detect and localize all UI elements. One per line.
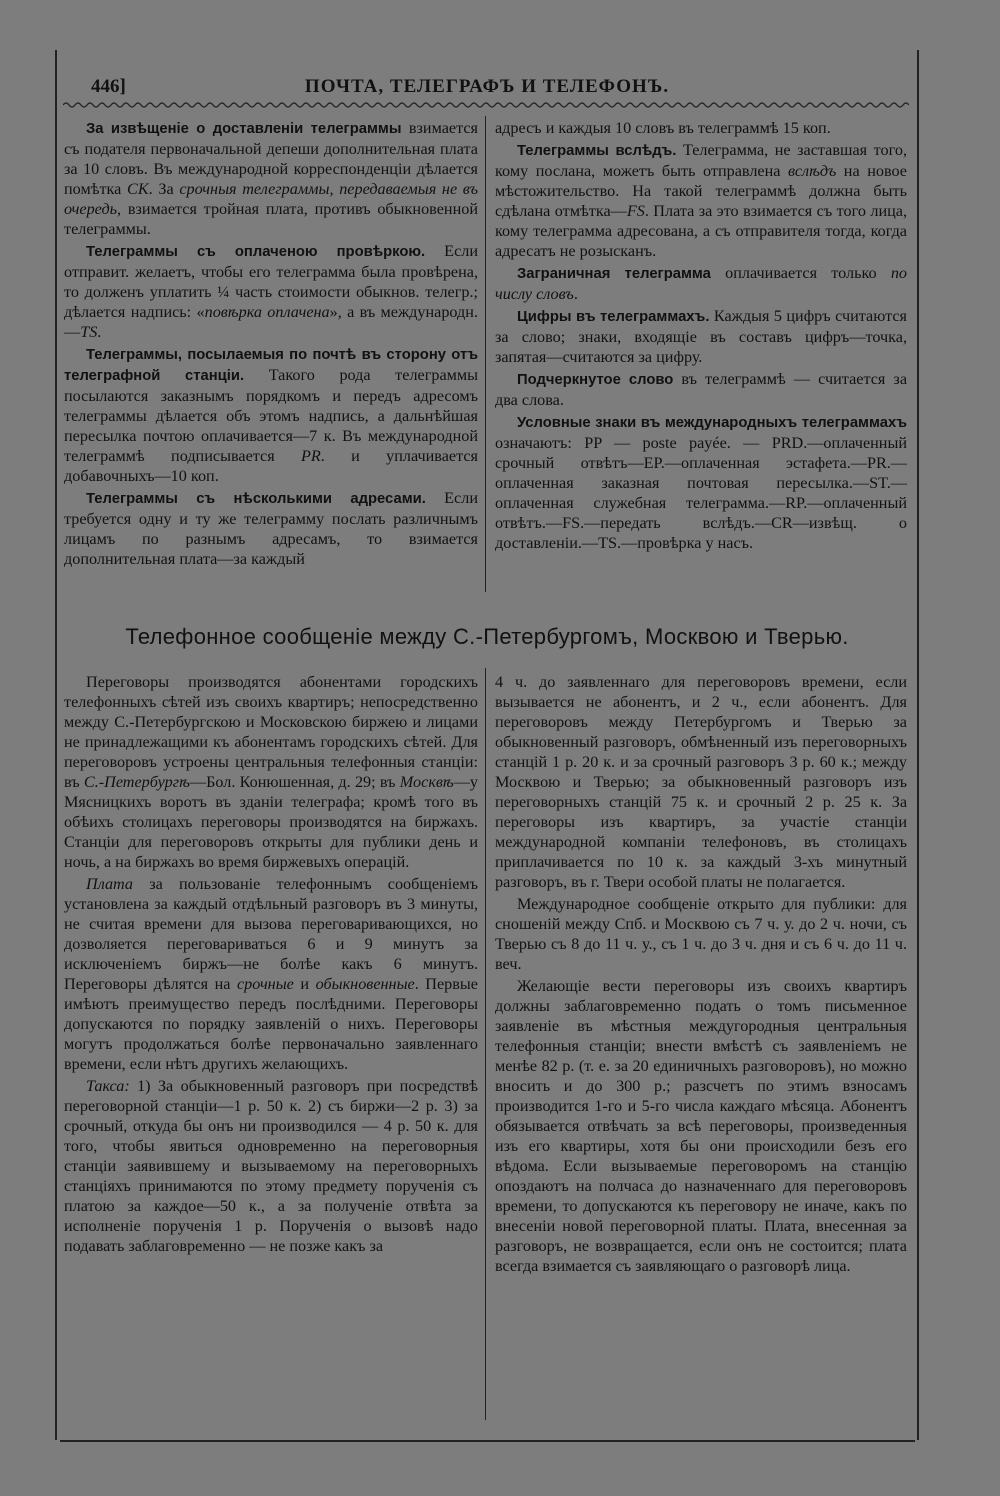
section-title: Телефонное сообщеніе между С.-Петербургомъ, Москвою и Тверью. (125, 624, 849, 649)
paragraph: Телеграммы вслѣдъ. Телеграмма, не заставшая того, кому послана, можетъ быть отправлена вслѣдъ на новое мѣстожительство. На такой телеграммѣ должна быть сдѣлана отмѣтка—FS. Плата за это взимается съ того лица, кому телеграмма адресована, а съ отправителя тогда, когда адресатъ не розысканъ. (495, 141, 908, 260)
column-divider (485, 668, 486, 1420)
bottom-left-column (64, 672, 478, 1258)
wavy-rule (63, 100, 909, 110)
page-header (57, 72, 917, 102)
bottom-rule (60, 1440, 915, 1442)
bottom-right-column (495, 672, 907, 1278)
paragraph: адресъ и каждыя 10 словъ въ телеграммѣ 15 коп. (495, 119, 831, 137)
paragraph: Такса: 1) За обыкновенный разговоръ при посредствѣ переговорной станціи—1 р. 50 к. 2) съ биржи—2 р. 3) за срочный, откуда бы онъ ни производился — 4 р. 50 к. для того, чтобы явиться одновременно на переговорныя станціи заявившему и вызываемому на переговорныхъ станціяхъ принимаются по этому предмету порученія съ платою за каждое—50 к., а за полученіе отвѣта за исполненіе порученія 1 р. Порученія о вызовѣ надо подавать заблаговременно — не позже какъ за (64, 1077, 478, 1255)
paragraph: Телеграммы съ оплаченою провѣркою. Если отправит. желаетъ, чтобы его телеграмма была провѣрена, то долженъ уплатить ¼ часть стоимости обыкнов. телегр.; дѣлается надпись: «повѣрка оплачена», а въ международн.—TS. (64, 242, 478, 341)
paragraph: Условные знаки въ международныхъ телеграммахъ означаютъ: PP — poste payée. — PRD.—оплаченный срочный отвѣтъ—EP.—оплаченная эстафета.—PR.—оплаченная заказная почтовая пересылка.—ST.—оплаченная служебная телеграмма.—RP.—оплаченный отвѣтъ.—FS.—передать вслѣдъ.—CR—извѣщ. о доставленіи.—TS.—провѣрка у насъ. (495, 415, 907, 552)
page-frame (55, 50, 919, 1440)
paragraph: Переговоры производятся абонентами городскихъ телефонныхъ сѣтей изъ своихъ квартиръ; непосредственно между С.-Петербургскою и Московскою биржею и лицами не принадлежащими къ абонентамъ городскихъ сѣтей. Для переговоровъ устроены центральныя телефонныя станціи: въ С.-Петербургѣ—Бол. Конюшенная, д. 29; въ Москвѣ—у Мясницкихъ воротъ въ зданіи телеграфа; кромѣ того въ обѣихъ столицахъ переговоры производятся на биржахъ. Станціи для переговоровъ открыты для публики день и ночь, а на биржахъ во время биржевыхъ операцій. (64, 673, 478, 871)
paragraph: Плата за пользованіе телефоннымъ сообщеніемъ установлена за каждый отдѣльный разговоръ въ 3 минуты, не считая времени для вызова переговаривающихся, но дозволяется переговариваться 6 и 9 минутъ за исключеніемъ биржъ—не болѣе какъ 6 минутъ. Переговоры дѣлятся на срочные и обыкновенные. Первые имѣютъ преимущество передъ послѣдними. Переговоры допускаются по порядку заявленій о нихъ. Переговоры могутъ продолжаться болѣе первоначально заявленнаго времени, если нѣтъ другихъ желающихъ. (64, 875, 478, 1073)
paragraph: Подчеркнутое слово въ телеграммѣ — считается за два слова. (495, 370, 907, 409)
paragraph: За извѣщеніе о доставленіи телеграммы взимается съ подателя первоначальной депеши дополнительная плата за 10 словъ. Въ международной корреспонденціи дѣлается помѣтка CK. За срочныя телеграммы, передаваемыя не въ очередь, взимается тройная плата, противъ обыкновенной телеграммы. (64, 119, 479, 238)
running-title: ПОЧТА, ТЕЛЕГРАФЪ И ТЕЛЕФОНЪ. (304, 76, 670, 97)
top-right-column (495, 118, 907, 555)
paragraph: 4 ч. до заявленнаго для переговоровъ времени, если вызывается не абонентъ, и 2 ч., если абонентъ. Для переговоровъ между Петербургомъ и Тверью за обыкновенный разговоръ, обмѣненный изъ переговорныхъ станцій 1 р. 20 к. и за срочный разговоръ 3 р. 60 к.; между Москвою и Тверью; за обыкновенный разговоръ изъ переговорныхъ станцій 75 к. и срочный 2 р. 25 к. За переговоры изъ квартиръ, за участіе станціи международной компаніи телефоновъ, въ столицахъ приплачивается по 10 к. за каждый 3-хъ минутный разговоръ, въ г. Твери особой платы не полагается. (495, 673, 907, 891)
column-divider (485, 116, 486, 592)
paragraph: Международное сообщеніе открыто для публики: для сношеній между Спб. и Москвою съ 7 ч. у. до 2 ч. ночи, съ Тверью съ 8 до 11 ч. у., съ 1 ч. до 3 ч. дня и съ 6 ч. до 11 ч. веч. (495, 895, 907, 973)
paragraph: Телеграммы съ нѣсколькими адресами. Если требуется одну и ту же телеграмму послать различнымъ лицамъ по разнымъ адресамъ, то взимается дополнительная плата—за каждый (64, 489, 478, 568)
paragraph: Желающіе вести переговоры изъ своихъ квартиръ должны заблаговременно подать о томъ письменное заявленіе въ мѣстныя междугородныя центральныя телефонныя станціи; внести вмѣстѣ съ заявленіемъ не менѣе 82 р. (т. е. за 20 единичныхъ разговоровъ), но можно вносить и до 300 р.; разсчетъ по этимъ взносамъ производится 1-го и 5-го числа каждаго мѣсяца. Абонентъ обязывается отвѣчать за всѣ переговоры, произведенныя изъ его квартиры, хотя бы они происходили безъ его вѣдома. Если вызываемые переговоромъ на станцію опоздаютъ на полчаса до назначеннаго для переговоровъ времени, то допускаются къ переговору не иначе, какъ по внесеніи новой переговорной платы. Плата, внесенная за разговоръ, не возвращается, если онъ не состоится; плата всегда взимается съ заявляющаго о разговорѣ лица. (495, 977, 907, 1275)
paragraph: Заграничная телеграмма оплачивается только по числу словъ. (495, 264, 908, 303)
page-number: 446] (91, 76, 126, 97)
paragraph: Телеграммы, посылаемыя по почтѣ въ сторону отъ телеграфной станціи. Такого рода телеграммы посылаются заказнымъ порядкомъ и передъ адресомъ телеграммы дѣлается объ этомъ надпись, а дальнѣйшая пересылка почтою оплачивается—7 к. Въ международной телеграммѣ подписывается PR. и уплачивается добавочныхъ—10 коп. (64, 347, 478, 485)
paragraph: Цифры въ телеграммахъ. Каждыя 5 цифръ считаются за слово; знаки, входящіе въ составъ цифръ—точка, запятая—считаются за цифру. (495, 307, 907, 366)
top-left-column (64, 118, 478, 571)
